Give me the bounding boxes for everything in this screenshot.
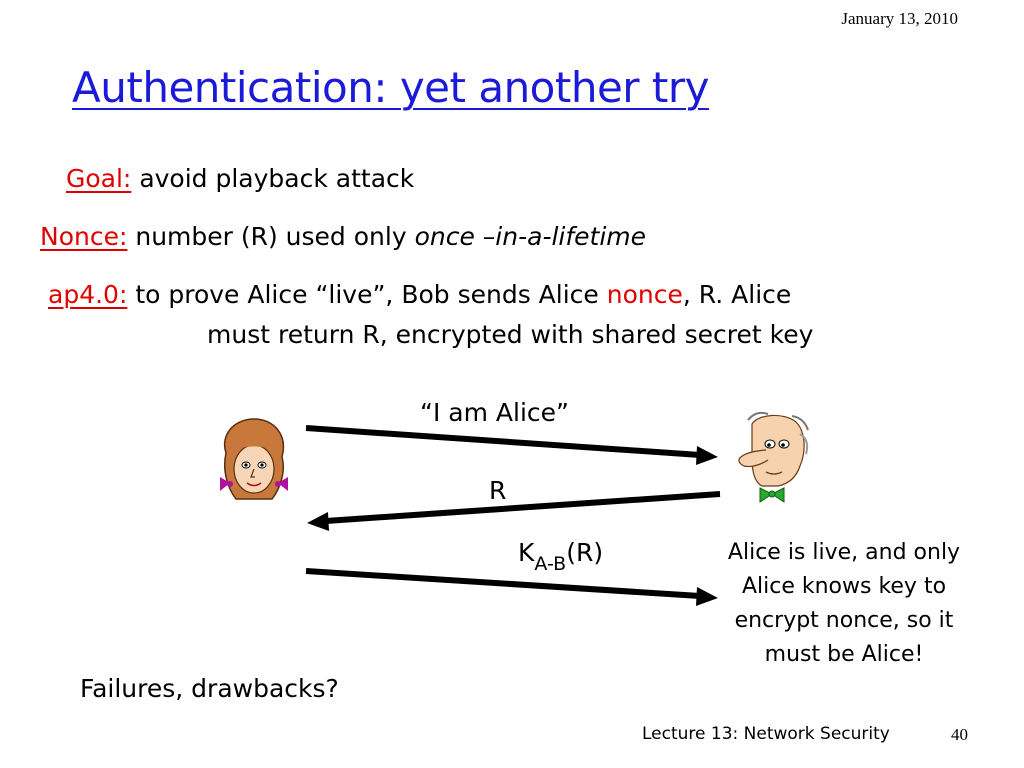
message-encrypted-nonce	[518, 538, 603, 575]
conclusion-note: Alice is live, and only Alice knows key to encrypt nonce, so it must be Alice!	[727, 540, 961, 667]
nonce-italic: once –in-a-lifetime	[414, 222, 647, 251]
message-nonce-r: R	[489, 476, 507, 505]
page-number: 40	[951, 725, 968, 744]
nonce-text: number (R) used only	[135, 222, 407, 251]
arrow-r	[307, 494, 720, 531]
key-argument: (R)	[566, 538, 604, 567]
failures-question: Failures, drawbacks?	[80, 674, 339, 703]
ap-label: ap4.0:	[48, 280, 128, 309]
ap-text-2: , R. Alice	[682, 280, 792, 309]
arrow-kab	[306, 571, 718, 606]
key-symbol: K	[518, 538, 535, 567]
nonce-label: Nonce:	[40, 222, 128, 251]
goal-label: Goal:	[66, 164, 132, 193]
message-i-am-alice: “I am Alice”	[420, 398, 569, 427]
slide-title: Authentication: yet another try	[72, 63, 710, 112]
key-subscript: A-B	[534, 553, 567, 575]
goal-text: avoid playback attack	[139, 164, 415, 193]
arrow-i-am-alice	[306, 428, 718, 465]
ap-nonce-word: nonce	[606, 280, 683, 309]
ap-line-2: must return R, encrypted with shared secret key	[207, 320, 814, 349]
alice-icon	[214, 415, 294, 513]
ap-text-1: to prove Alice “live”, Bob sends Alice	[135, 280, 599, 309]
slide-date: January 13, 2010	[841, 9, 958, 28]
footer-course: Lecture 13: Network Security	[642, 724, 890, 744]
bob-icon	[722, 408, 814, 504]
